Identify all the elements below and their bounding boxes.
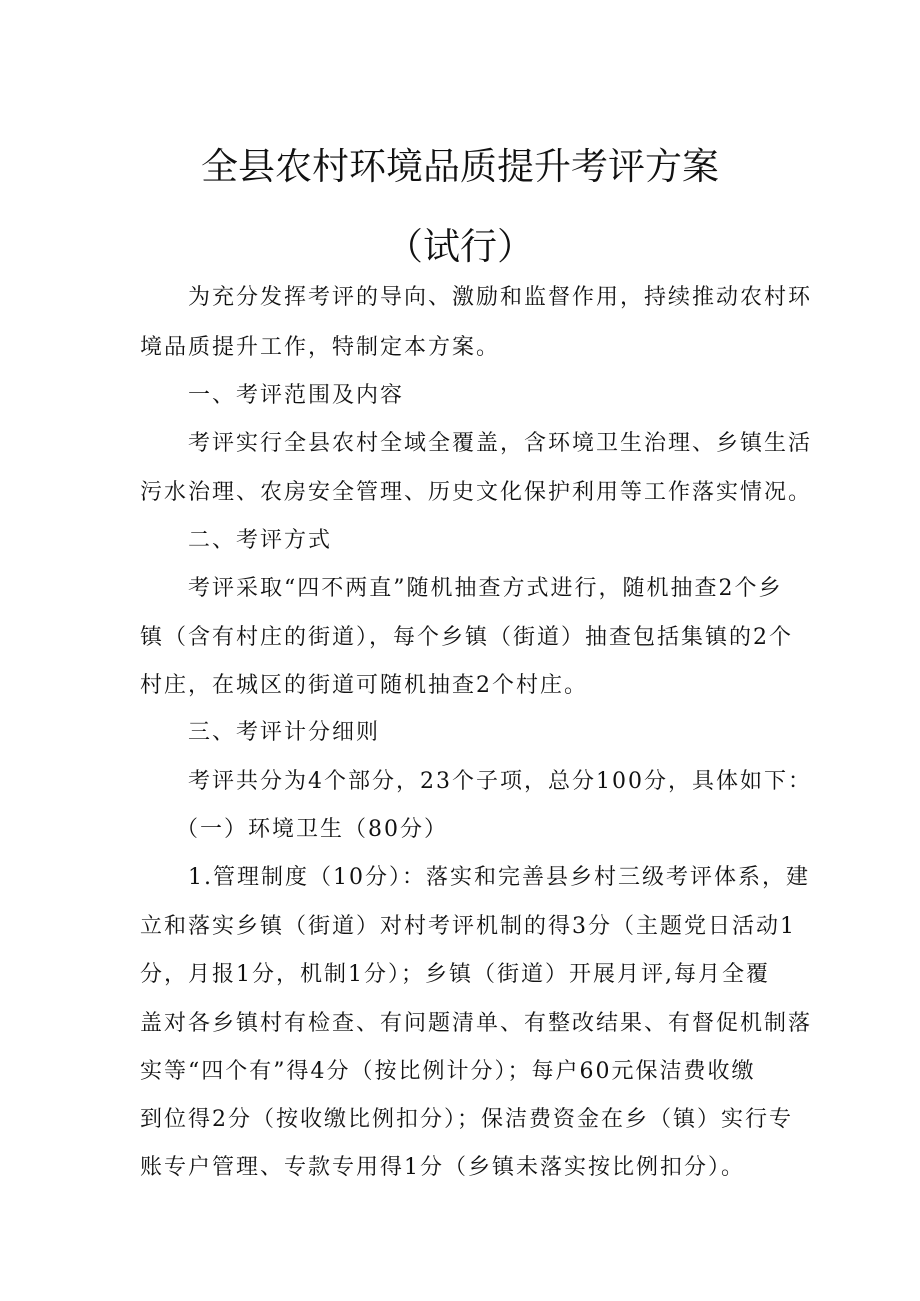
paragraph-method-line-2: 镇（含有村庄的街道），每个乡镇（街道）抽查包括集镇的2个 <box>140 625 793 650</box>
paragraph-rule1-line-3: 分，月报1分，机制1分）；乡镇（街道）开展月评,每月全覆 <box>140 962 770 987</box>
paragraph-scope-line-1: 考评实行全县农村全域全覆盖，含环境卫生治理、乡镇生活 <box>188 431 813 456</box>
paragraph-intro-line-2: 境品质提升工作，特制定本方案。 <box>140 335 501 360</box>
paragraph-score-summary: 考评共分为4个部分，23个子项，总分100分，具体如下： <box>188 769 812 794</box>
paragraph-method-line-1: 考评采取“四不两直”随机抽查方式进行，随机抽查2个乡 <box>188 576 783 601</box>
document-subtitle: （试行） <box>386 225 534 268</box>
paragraph-intro-line-1: 为充分发挥考评的导向、激励和监督作用，持续推动农村环 <box>188 285 813 310</box>
paragraph-rule1-line-5: 实等“四个有”得4分（按比例计分）；每户60元保洁费收缴 <box>140 1059 756 1084</box>
section-heading-1: 一、考评范围及内容 <box>188 383 405 408</box>
paragraph-rule1-line-4: 盖对各乡镇村有检查、有问题清单、有整改结果、有督促机制落 <box>140 1011 813 1036</box>
paragraph-scope-line-2: 污水治理、农房安全管理、历史文化保护利用等工作落实情况。 <box>140 480 813 505</box>
paragraph-rule1-line-1: 1.管理制度（10分）：落实和完善县乡村三级考评体系，建 <box>188 865 810 890</box>
paragraph-method-line-3: 村庄，在城区的街道可随机抽查2个村庄。 <box>140 673 588 698</box>
document-title: 全县农村环境品质提升考评方案 <box>201 145 719 188</box>
paragraph-rule1-line-7: 账专户管理、专款专用得1分（乡镇未落实按比例扣分）。 <box>140 1155 745 1180</box>
section-heading-3: 三、考评计分细则 <box>188 720 381 745</box>
subsection-heading-1: （一）环境卫生（80分） <box>176 817 448 842</box>
section-heading-2: 二、考评方式 <box>188 528 333 553</box>
paragraph-rule1-line-6: 到位得2分（按收缴比例扣分）；保洁费资金在乡（镇）实行专 <box>140 1107 793 1132</box>
paragraph-rule1-line-2: 立和落实乡镇（街道）对村考评机制的得3分（主题党日活动1 <box>140 914 796 939</box>
